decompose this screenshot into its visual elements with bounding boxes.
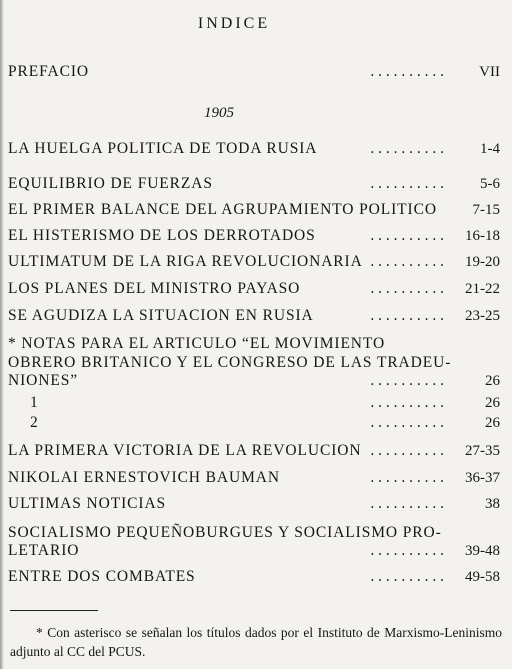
toc-entry-huelga-politica[interactable] [8,138,500,160]
toc-entry-title: NIKOLAI ERNESTOVICH BAUMAN [8,469,280,486]
dot-leader: . . . . . . . . . . [370,175,444,192]
toc-entry-title: PREFACIO [8,63,89,80]
section-year: 1905 [204,105,234,121]
toc-entry-notas-line-1: * NOTAS PARA EL ARTICULO “EL MOVIMIENTO [8,335,386,352]
toc-entry-prefacio[interactable] [8,61,500,83]
dot-leader: . . . . . . . . . . [370,394,444,411]
toc-entry-title: ULTIMATUM DE LA RIGA REVOLUCIONARIA [8,253,363,270]
toc-entry-histerismo[interactable] [8,225,500,247]
toc-entry-page: 36-37 [465,470,500,486]
toc-entry-title: 2 [30,414,39,431]
toc-entry-page: 1-4 [480,141,500,157]
toc-entry-page: 26 [485,415,500,431]
footnote: * Con asterisco se señalan los títulos dados por el Instituto de Marxismo-Leninismo adjunto al CC del PCUS. [10,625,502,659]
toc-entry-page: 39-48 [465,543,500,559]
dot-leader: . . . . . . . . . . [370,568,444,585]
toc-entry-title: LETARIO [8,542,80,559]
dot-leader: . . . . . . . . . . [370,469,444,486]
toc-entry-ultimatum[interactable] [8,251,500,273]
toc-entry-title: SE AGUDIZA LA SITUACION EN RUSIA [8,307,314,324]
toc-entry-page: 5-6 [480,176,500,192]
toc-entry-page: 38 [485,496,500,512]
dot-leader: . . . . . . . . . . [370,227,444,244]
page-gutter-shadow [0,0,4,669]
toc-entry-title: EL HISTERISMO DE LOS DERROTADOS [8,227,316,244]
toc-entry-title: ENTRE DOS COMBATES [8,568,196,585]
dot-leader: . . . . . . . . . . [370,253,444,270]
page-title: INDICE [197,15,271,32]
toc-entry-bauman[interactable] [8,467,500,489]
toc-entry-entre-dos-combates[interactable] [8,566,500,588]
toc-entry-notas[interactable] [8,370,500,392]
dot-leader: . . . . . . . . . . [370,442,444,459]
toc-entry-se-agudiza[interactable] [8,305,500,327]
dot-leader: . . . . . . . . . . [370,542,444,559]
toc-entry-page: 23-25 [465,308,500,324]
dot-leader: . . . . . . . . . . [370,414,444,431]
toc-entry-title: LOS PLANES DEL MINISTRO PAYASO [8,280,301,297]
dot-leader: . . . . . . . . . . [370,372,444,389]
dot-leader: . . . . . . . . . . [370,495,444,512]
toc-entry-page: 49-58 [465,569,500,585]
toc-entry-socialismo-line-1: SOCIALISMO PEQUEÑOBURGUES Y SOCIALISMO PRO- [8,524,442,541]
toc-entry-title: 1 [30,394,39,411]
toc-entry-title: EL PRIMER BALANCE DEL AGRUPAMIENTO POLITICO [8,201,437,218]
toc-entry-page: 19-20 [465,254,500,270]
toc-entry-title: LA HUELGA POLITICA DE TODA RUSIA [8,140,318,157]
dot-leader: . . . . . . . . . . [370,63,444,80]
toc-entry-socialismo[interactable] [8,540,500,562]
toc-entry-notas-line-2: OBRERO BRITANICO Y EL CONGRESO DE LAS TRADEU- [8,354,452,371]
dot-leader: . . . . . . . . . . [370,140,444,157]
toc-entry-page: 26 [485,373,500,389]
toc-entry-ultimas-noticias[interactable] [8,493,500,515]
dot-leader: . . . . . . . . . . [370,280,444,297]
footnote-rule [10,610,98,611]
dot-leader: . . . . . . . . . . [370,307,444,324]
toc-entry-page: 16-18 [465,228,500,244]
toc-entry-page: 21-22 [465,281,500,297]
toc-entry-primer-balance[interactable] [8,199,500,221]
toc-subentry-1[interactable] [30,392,500,414]
toc-entry-planes-ministro[interactable] [8,278,500,300]
toc-subentry-2[interactable] [30,412,500,434]
toc-entry-title: EQUILIBRIO DE FUERZAS [8,175,213,192]
toc-entry-page: VII [479,64,500,80]
toc-entry-title: LA PRIMERA VICTORIA DE LA REVOLUCION [8,442,362,459]
toc-entry-primera-victoria[interactable] [8,440,500,462]
toc-entry-title: ULTIMAS NOTICIAS [8,495,167,512]
toc-entry-page: 7-15 [472,202,500,218]
toc-entry-page: 27-35 [465,443,500,459]
toc-entry-title: NIONES” [8,372,79,389]
toc-entry-equilibrio[interactable] [8,173,500,195]
toc-entry-page: 26 [485,395,500,411]
